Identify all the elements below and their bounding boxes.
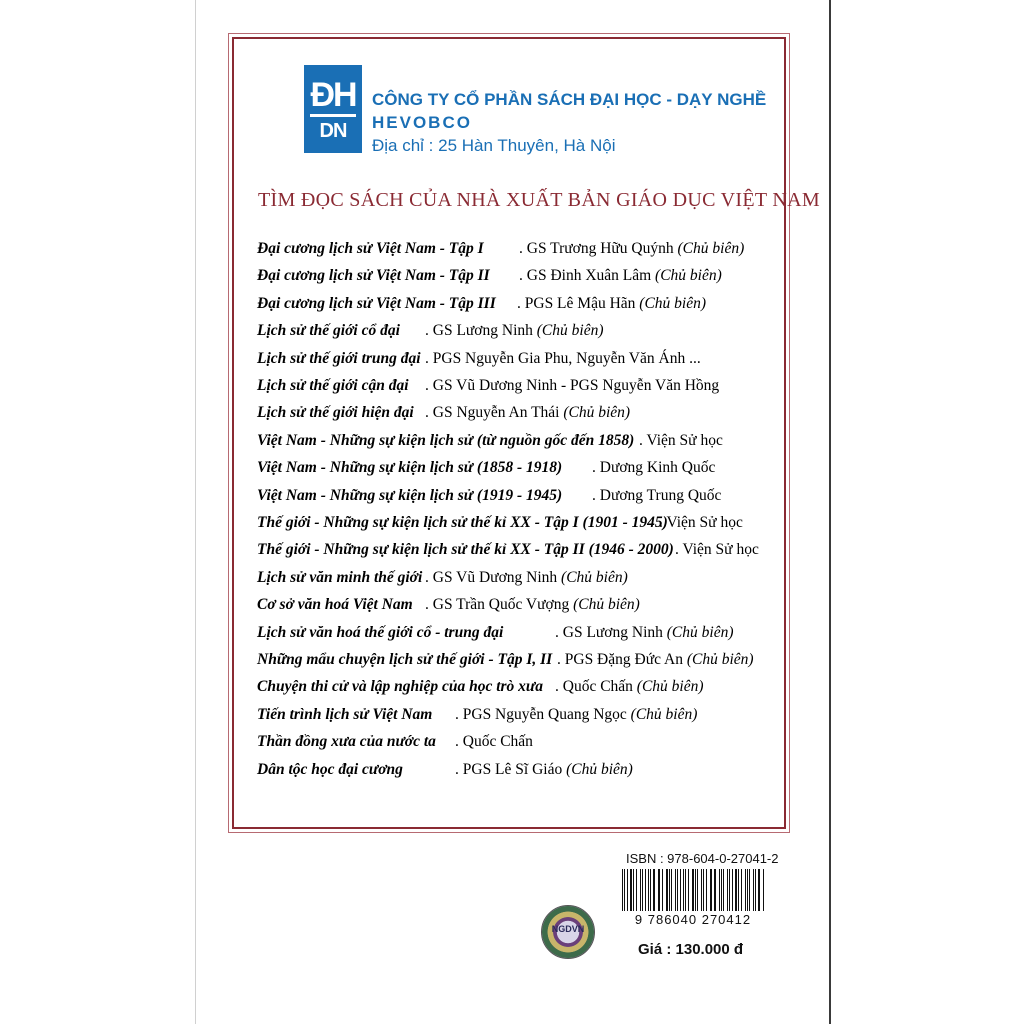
author-role: (Chủ biên) [626,705,698,723]
author-name: . GS Đinh Xuân Lâm [519,267,652,285]
barcode-bar [755,869,756,911]
barcode-bar [636,869,637,911]
author-name: . PGS Đặng Đức An [557,651,683,668]
barcode-bar [706,869,707,911]
price-label: Giá : 130.000 đ [638,941,744,958]
logo-bottom-letters: DN [319,119,347,142]
book-author [425,322,604,340]
company-address: Địa chỉ : 25 Hàn Thuyên, Hà Nội [372,136,616,155]
book-title: Chuyện thi cử và lập nghiệp của học trò xưa [257,678,543,696]
author-role: (Chủ biên) [559,404,631,422]
barcode-bar [721,869,722,911]
book-author [455,733,533,751]
barcode-bar [763,869,764,911]
barcode-bar [729,869,730,911]
book-title: Dân tộc học đại cương [257,760,403,778]
barcode-bar [758,869,760,911]
barcode-bar [640,869,641,911]
author-name: . GS Lương Ninh [425,322,533,340]
book-title: Những mẩu chuyện lịch sử thế giới - Tập I, II [257,651,553,668]
barcode-bar [648,869,649,911]
barcode-bar [703,869,704,911]
author-name: . Dương Trung Quốc [592,486,722,504]
barcode-bar [688,869,689,911]
author-name: . GS Lương Ninh [555,623,663,641]
barcode-bar [711,869,712,911]
barcode-bar [685,869,686,911]
barcode-bar [741,869,742,911]
barcode-bar [662,869,663,911]
book-author [517,295,706,313]
barcode-bar [630,869,632,911]
barcode-bar [622,869,623,911]
barcode-bar [697,869,698,911]
barcode-bar [624,869,625,911]
barcode-bar [692,869,694,911]
barcode-bar [735,869,737,911]
publisher-seal [541,905,595,959]
barcode-bar [658,869,659,911]
book-title: Lịch sử thế giới cận đại [257,377,409,394]
book-author [425,377,719,395]
book-author [455,706,697,724]
logo-top-letters: ĐH [310,78,355,117]
author-name: . Viện Sử học [659,514,743,531]
book-title: Lịch sử thế giới trung đại [257,349,421,367]
author-name: . GS Trần Quốc Vượng [425,596,570,614]
book-title: Việt Nam - Những sự kiện lịch sử (từ nguồn gốc đến 1858) [257,431,635,449]
book-author [455,761,633,779]
author-name: . PGS Lê Sĩ Giáo [455,760,563,778]
barcode-bar [695,869,696,911]
barcode-bar [714,869,716,911]
book-author [675,541,759,559]
barcode-bar [645,869,646,911]
author-name: . Dương Kinh Quốc [592,459,716,477]
author-name: . GS Vũ Dương Ninh - PGS Nguyễn Văn Hồng [425,377,720,394]
author-role: (Chủ biên) [651,267,722,285]
author-role: (Chủ biên) [632,678,704,696]
barcode-bar [642,869,643,911]
author-role: (Chủ biên) [682,651,754,668]
company-name: CÔNG TY CỔ PHẦN SÁCH ĐẠI HỌC - DẠY NGHỀ [372,90,767,109]
author-name: . GS Trương Hữu Quýnh [519,240,674,257]
book-author [592,459,715,477]
barcode-bar [749,869,750,911]
book-title: Đại cương lịch sử Việt Nam - Tập II [257,267,490,285]
author-role: (Chủ biên) [562,760,633,778]
book-title: Lịch sử thế giới cổ đại [257,322,400,340]
book-author [519,240,744,258]
book-author [555,678,704,696]
barcode-bar [745,869,746,911]
barcode-bar [738,869,739,911]
isbn-label: ISBN : 978-604-0-27041-2 [626,851,779,866]
book-title: Việt Nam - Những sự kiện lịch sử (1858 - 1918) [257,459,563,477]
barcode-bar [710,869,711,911]
book-author [639,432,723,450]
book-author [519,267,722,285]
barcode-bar [627,869,628,911]
author-name: . PGS Lê Mậu Hãn [517,294,636,312]
barcode-bar [677,869,678,911]
book-author [592,487,721,505]
author-role: (Chủ biên) [673,240,745,257]
book-author [425,569,628,587]
barcode-bar [633,869,634,911]
book-author [425,404,630,422]
book-title: Đại cương lịch sử Việt Nam - Tập III [257,294,496,312]
author-role: (Chủ biên) [557,568,628,586]
barcode-bar [650,869,652,911]
barcode-bar [666,869,668,911]
barcode-bar [683,869,684,911]
book-title: Lịch sử văn minh thế giới [257,568,423,586]
author-role: (Chủ biên) [662,623,734,641]
barcode-bar [669,869,670,911]
book-title: Thần đồng xưa của nước ta [257,733,436,751]
author-role: (Chủ biên) [635,294,707,312]
author-name: . Viện Sử học [675,541,759,559]
book-title: Việt Nam - Những sự kiện lịch sử (1919 - 1945) [257,486,563,504]
barcode-bar [671,869,672,911]
barcode-bar [719,869,720,911]
book-author [425,596,640,614]
barcode-bar [747,869,748,911]
book-author [425,350,701,368]
barcode-bar [659,869,660,911]
barcode-bar [653,869,654,911]
book-title: Tiến trình lịch sử Việt Nam [257,705,433,723]
seal-text: NGDVN [551,924,585,934]
publisher-logo [304,65,362,153]
author-name: . Viện Sử học [639,431,723,449]
author-name: . PGS Nguyễn Gia Phu, Nguyễn Văn Ánh ... [425,349,701,367]
company-brand: HEVOBCO [372,113,472,132]
author-name: . PGS Nguyễn Quang Ngọc [455,705,627,723]
book-author [557,651,754,669]
barcode-bar [675,869,676,911]
barcode [622,869,764,911]
book-title: Cơ sở văn hoá Việt Nam [257,596,413,614]
book-author [659,514,743,532]
book-title: Lịch sử văn hoá thế giới cổ - trung đại [257,623,504,641]
book-title: Đại cương lịch sử Việt Nam - Tập I [257,240,484,257]
section-heading: TÌM ĐỌC SÁCH CỦA NHÀ XUẤT BẢN GIÁO DỤC VIỆT NAM [258,189,820,211]
author-name: . Quốc Chấn [455,733,533,751]
book-title: Thế giới - Những sự kiện lịch sử thế kỉ XX - Tập I (1901 - 1945) [257,514,668,531]
author-role: (Chủ biên) [532,322,604,340]
barcode-digits: 9 786040 270412 [634,912,752,927]
barcode-bar [727,869,728,911]
book-title: Lịch sử thế giới hiện đại [257,404,414,422]
barcode-bar [701,869,702,911]
author-name: . Quốc Chấn [555,678,633,696]
company-info [372,88,766,157]
author-name: . GS Nguyễn An Thái [425,404,560,422]
barcode-bar [753,869,754,911]
author-name: . GS Vũ Dương Ninh [425,568,558,586]
book-title: Thế giới - Những sự kiện lịch sử thế kỉ XX - Tập II (1946 - 2000) [257,541,674,559]
book-author [555,624,734,642]
barcode-bar [680,869,681,911]
barcode-bar [732,869,733,911]
author-role: (Chủ biên) [569,596,640,614]
barcode-bar [723,869,724,911]
